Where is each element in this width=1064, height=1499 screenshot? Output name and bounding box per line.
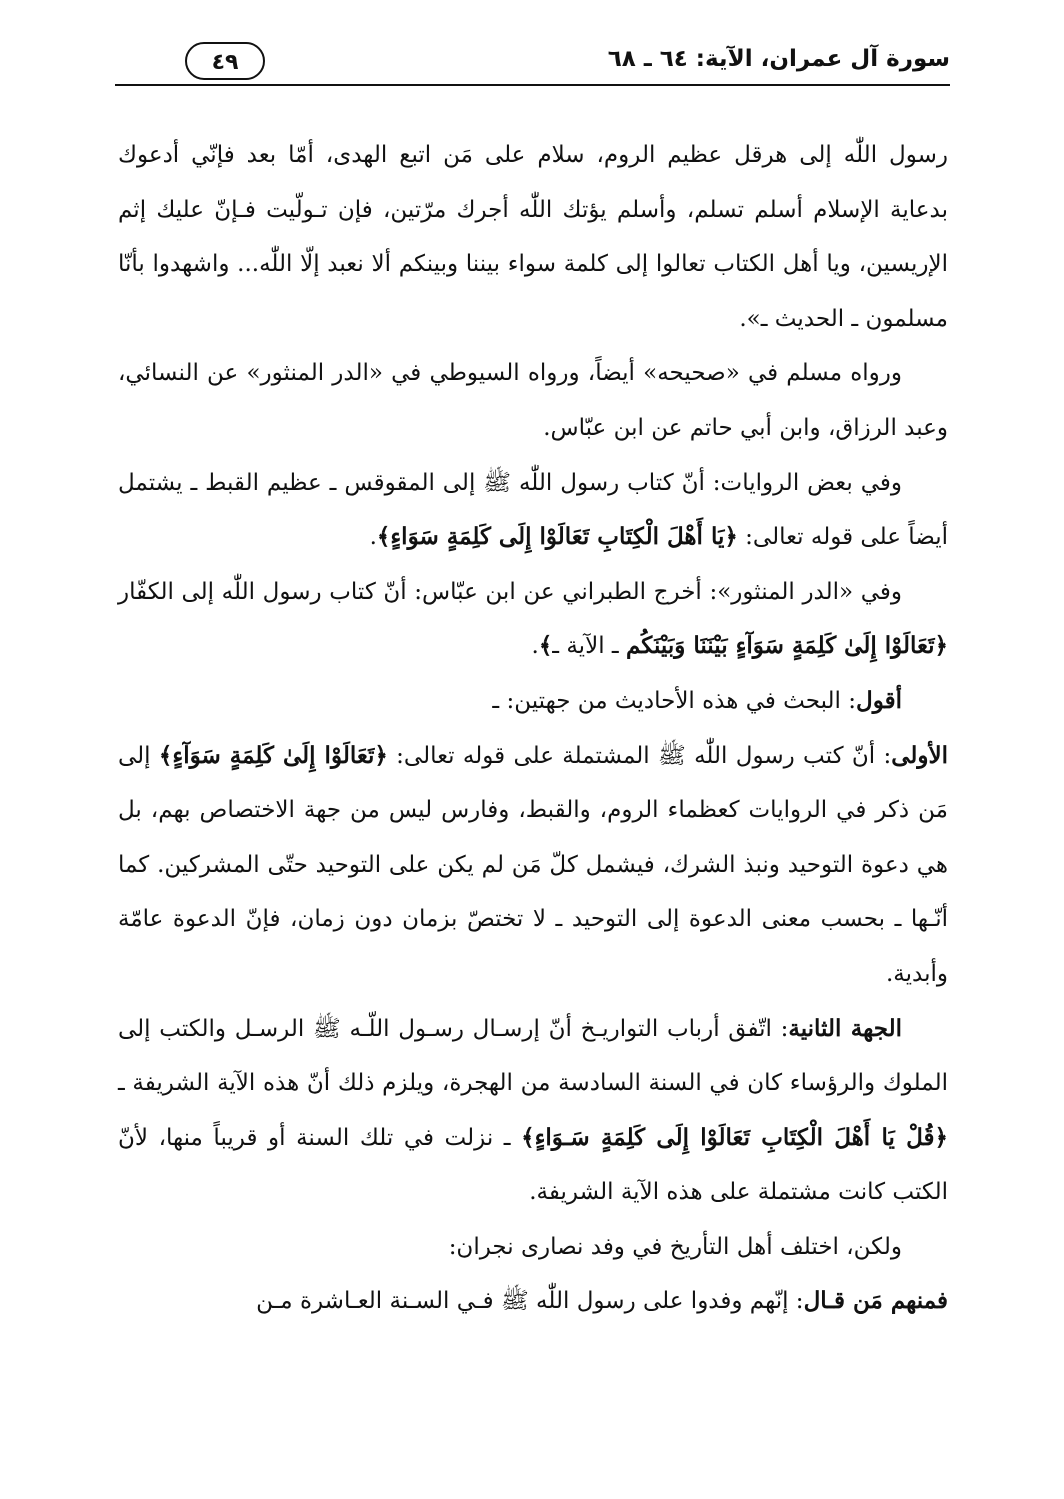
- quran-verse: ﴿تَعَالَوْا إِلَىٰ كَلِمَةٍ سَوَآءٍ﴾: [158, 741, 388, 769]
- text-run: : اتّفق أرباب التواريـخ أنّ إرسـال رسـول اللّـه ﷺ الرسـل والكتب إلى الملوك والرؤساء كان في السنة السادسة من الهجرة، ويلزم ذلك أنّ هذه الآية الشريفة ـ: [118, 1015, 948, 1097]
- text-run: ـ نزلت في تلك السنة أو قريباً منها، لأنّ الكتب كانت مشتملة على هذه الآية الشريفة.: [118, 1124, 948, 1206]
- bold-lead: فمنهم مَن قـال: [803, 1287, 948, 1315]
- paragraph-p8: [118, 1220, 948, 1275]
- paragraph-p7: [118, 1002, 948, 1220]
- bold-lead: الجهة الثانية: [788, 1014, 902, 1042]
- body-text: [118, 128, 948, 1329]
- text-run: : أنّ كتب رسول اللّٰه ﷺ المشتملة على قوله تعالى:: [387, 742, 892, 769]
- text-run: إلى مَن ذكر في الروايات كعظماء الروم، والقبط، وفارس ليس من جهة الاختصاص بهم، بل هي دعوة التوحيد ونبذ الشرك، فيشمل كلّ مَن لم يكن على التوحيد حتّى المشركين. كما أنّـها ـ بحسب معنى الدعوة إلى التوحيد ـ لا تختصّ بزمان دون زمان، فإنّ الدعوة عامّة وأبدية.: [118, 742, 948, 987]
- text-run: : إنّهم وفدوا على رسول اللّٰه ﷺ فـي السـنة العـاشرة مـن: [256, 1288, 804, 1315]
- paragraph-p5: [118, 674, 948, 729]
- quran-verse: ﴿قُلْ يَا أَهْلَ الْكِتَابِ تَعَالَوْا إِلَى كَلِمَةٍ سَـوَاءٍ﴾: [521, 1123, 948, 1151]
- paragraph-p4: [118, 565, 948, 674]
- page-header: [115, 40, 950, 88]
- quran-verse: ﴿تَعَالَوْا إِلَىٰ كَلِمَةٍ سَوَآءٍ بَيْنَنَا وَبَيْنَكُم: [625, 632, 948, 660]
- text-run: رسول اللّٰه إلى هرقل عظيم الروم، سلام على مَن اتبع الهدى، أمّا بعد فإنّي أدعوك بدعاية الإسلام أسلم تسلم، وأسلم يؤتك اللّٰه أجرك مرّتين، فإن تـولّيت فـإنّ عليك إثم الإريسين، ويا أهل الكتاب تعالوا إلى كلمة سواء بيننا وبينكم ألا نعبد إلّا اللّٰه... واشهدوا بأنّا مسلمون ـ الحديث ـ».: [118, 142, 948, 332]
- paragraph-p3: [118, 456, 948, 565]
- text-run: وفي بعض الروايات: أنّ كتاب رسول اللّٰه ﷺ إلى المقوقس ـ عظيم القبط ـ يشتمل أيضاً على قوله تعالى:: [118, 469, 948, 551]
- bold-lead: الأولى: [891, 741, 949, 769]
- header-divider: [115, 84, 950, 86]
- bold-lead: أقول: [856, 686, 902, 714]
- text-run: : البحث في هذه الأحاديث من جهتين: ـ: [492, 687, 857, 714]
- text-run: ولكن، اختلف أهل التأريخ في وفد نصارى نجران:: [448, 1233, 902, 1260]
- text-run: .: [531, 633, 539, 660]
- text-run: وفي «الدر المنثور»: أخرج الطبراني عن ابن عبّاس: أنّ كتاب رسول اللّٰه إلى الكفّار: [118, 578, 902, 605]
- paragraph-p9: [118, 1274, 948, 1329]
- quran-verse: ﴾: [538, 632, 553, 660]
- text-run: ـ الآية ـ: [552, 633, 626, 660]
- paragraph-p6: [118, 729, 948, 1002]
- quran-verse: ﴿يَا أَهْلَ الْكِتَابِ تَعَالَوْا إِلَى كَلِمَةٍ سَوَاءٍ﴾: [376, 523, 738, 551]
- paragraph-p2: [118, 346, 948, 455]
- page-number-badge: ٤٩: [185, 42, 265, 80]
- header-title: سورة آل عمران، الآية: ٦٤ ـ ٦٨: [607, 46, 950, 72]
- paragraph-p1: [118, 128, 948, 346]
- text-run: .: [369, 524, 377, 551]
- text-run: ورواه مسلم في «صحيحه» أيضاً، ورواه السيوطي في «الدر المنثور» عن النسائي، وعبد الرزاق، وابن أبي حاتم عن ابن عبّاس.: [118, 360, 948, 441]
